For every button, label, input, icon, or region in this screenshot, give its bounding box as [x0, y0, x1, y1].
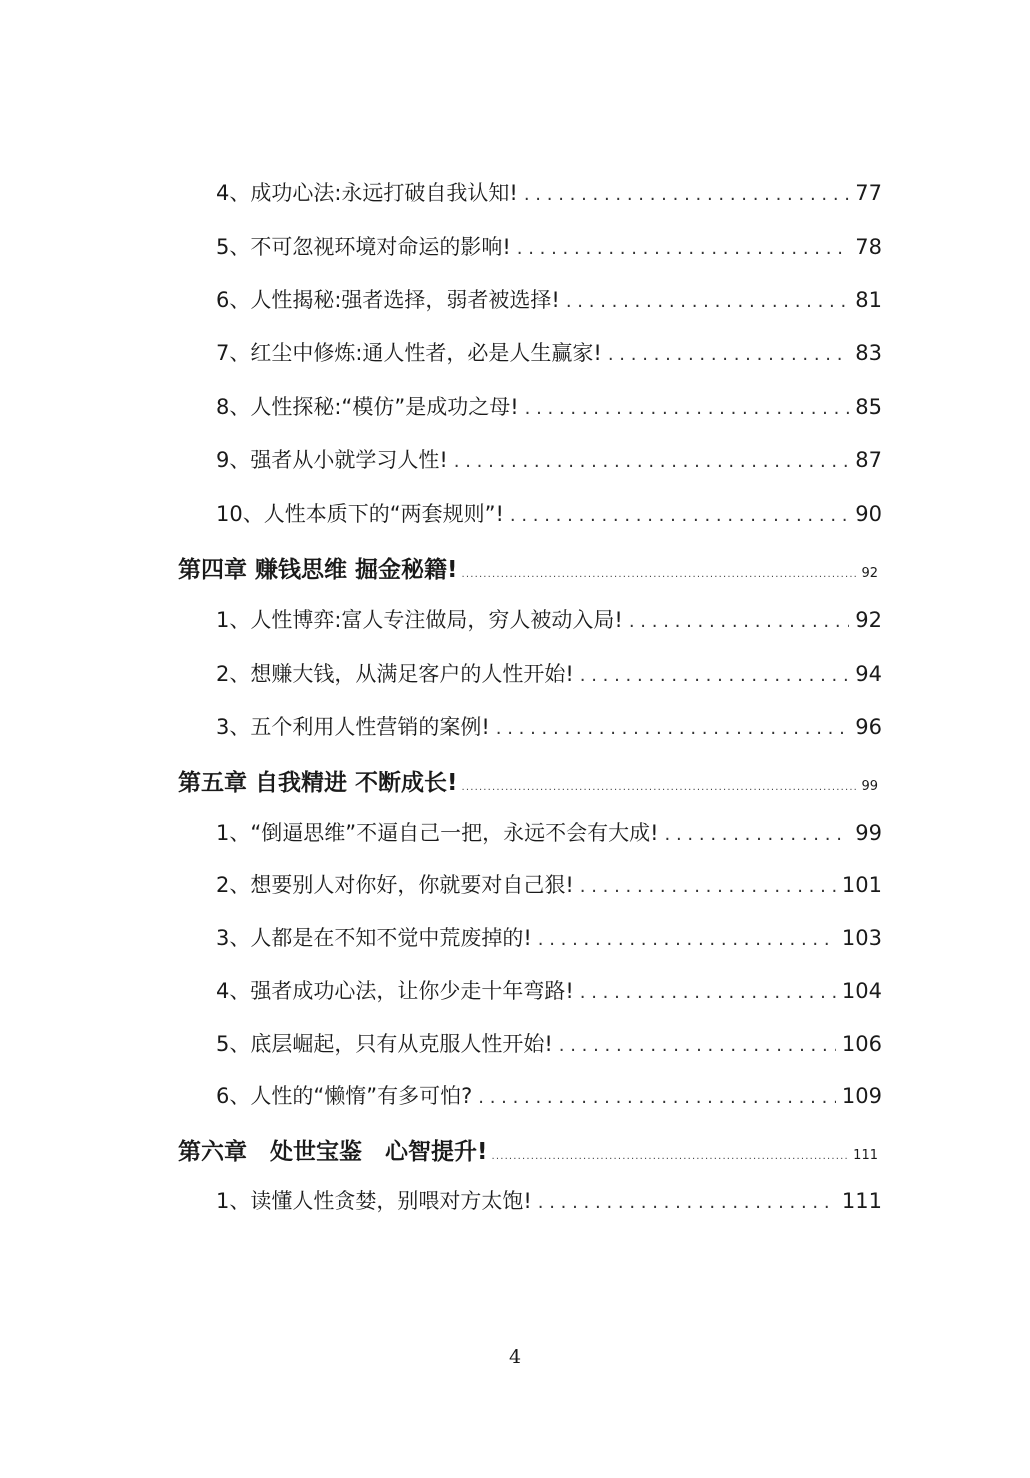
- toc-entry: [216, 711, 882, 747]
- dot-leader: [538, 1192, 836, 1213]
- entry-page: 85: [855, 395, 882, 419]
- entry-title: 3、人都是在不知不觉中荒废掉的!: [216, 926, 532, 950]
- entry-page: 103: [841, 926, 882, 950]
- toc-entry: [216, 975, 882, 1011]
- dot-leader: [608, 344, 849, 365]
- dot-leader: [510, 505, 849, 526]
- dot-leader: [629, 611, 849, 632]
- toc-entry: [216, 604, 882, 640]
- entry-title: 2、想赚大钱，从满足客户的人性开始!: [216, 662, 574, 686]
- dot-leader: [478, 1087, 836, 1108]
- dot-leader: [525, 398, 850, 419]
- toc-entry: [216, 337, 882, 373]
- toc-entry: [216, 444, 882, 480]
- entry-page: 83: [855, 341, 882, 365]
- toc-entry: [216, 177, 882, 213]
- toc-entry: [216, 922, 882, 958]
- toc-entry: [216, 817, 882, 853]
- toc-chapter: [178, 551, 878, 587]
- entry-title: 5、不可忽视环境对命运的影响!: [216, 235, 511, 259]
- entry-page: 78: [855, 235, 882, 259]
- entry-title: 5、底层崛起，只有从克服人性开始!: [216, 1032, 553, 1056]
- dot-leader: [454, 451, 849, 472]
- entry-page: 99: [855, 821, 882, 845]
- entry-title: 7、红尘中修炼:通人性者，必是人生赢家!: [216, 341, 602, 365]
- chapter-page: 92: [861, 566, 878, 581]
- entry-page: 111: [841, 1189, 882, 1213]
- entry-title: 2、想要别人对你好，你就要对自己狠!: [216, 873, 574, 897]
- toc-entry: [216, 658, 882, 694]
- dot-leader: [492, 1151, 850, 1162]
- chapter-title: 第六章 处世宝鉴 心智提升!: [178, 1139, 488, 1165]
- toc-entry: [216, 391, 882, 427]
- entry-title: 10、人性本质下的“两套规则”!: [216, 502, 504, 526]
- dot-leader: [665, 824, 850, 845]
- entry-page: 92: [855, 608, 882, 632]
- dot-leader: [517, 238, 849, 259]
- chapter-page: 111: [853, 1148, 878, 1163]
- entry-title: 8、人性探秘:“模仿”是成功之母!: [216, 395, 519, 419]
- toc-entry: [216, 231, 882, 267]
- chapter-title: 第四章 赚钱思维 掘金秘籍!: [178, 557, 458, 583]
- dot-leader: [462, 569, 858, 580]
- entry-title: 4、成功心法:永远打破自我认知!: [216, 181, 518, 205]
- entry-page: 77: [855, 181, 882, 205]
- chapter-page: 99: [861, 779, 878, 794]
- toc-entry: [216, 284, 882, 320]
- entry-title: 6、人性的“懒惰”有多可怕?: [216, 1084, 473, 1108]
- dot-leader: [559, 1035, 836, 1056]
- dot-leader: [580, 665, 849, 686]
- entry-page: 109: [841, 1084, 882, 1108]
- toc-entry: [216, 1080, 882, 1116]
- entry-title: 3、五个利用人性营销的案例!: [216, 715, 490, 739]
- toc-entry: [216, 498, 882, 534]
- dot-leader: [496, 718, 849, 739]
- toc-entry: [216, 1028, 882, 1064]
- entry-title: 1、“倒逼思维”不逼自己一把，永远不会有大成!: [216, 821, 659, 845]
- entry-page: 87: [855, 448, 882, 472]
- entry-page: 101: [841, 873, 882, 897]
- dot-leader: [538, 929, 836, 950]
- chapter-title: 第五章 自我精进 不断成长!: [178, 770, 458, 796]
- dot-leader: [566, 291, 849, 312]
- toc-entry: [216, 869, 882, 905]
- entry-page: 96: [855, 715, 882, 739]
- dot-leader: [524, 184, 849, 205]
- dot-leader: [580, 982, 836, 1003]
- toc-chapter: [178, 764, 878, 800]
- entry-page: 104: [841, 979, 882, 1003]
- entry-page: 94: [855, 662, 882, 686]
- entry-title: 9、强者从小就学习人性!: [216, 448, 448, 472]
- entry-title: 4、强者成功心法，让你少走十年弯路!: [216, 979, 574, 1003]
- entry-title: 1、人性博弈:富人专注做局，穷人被动入局!: [216, 608, 623, 632]
- entry-title: 1、读懂人性贪婪，别喂对方太饱!: [216, 1189, 532, 1213]
- dot-leader: [580, 876, 836, 897]
- entry-page: 106: [841, 1032, 882, 1056]
- toc-entry: [216, 1185, 882, 1221]
- toc-chapter: [178, 1133, 878, 1169]
- entry-page: 90: [855, 502, 882, 526]
- dot-leader: [462, 782, 858, 793]
- entry-page: 81: [855, 288, 882, 312]
- entry-title: 6、人性揭秘:强者选择，弱者被选择!: [216, 288, 560, 312]
- page-number: 4: [508, 1346, 522, 1368]
